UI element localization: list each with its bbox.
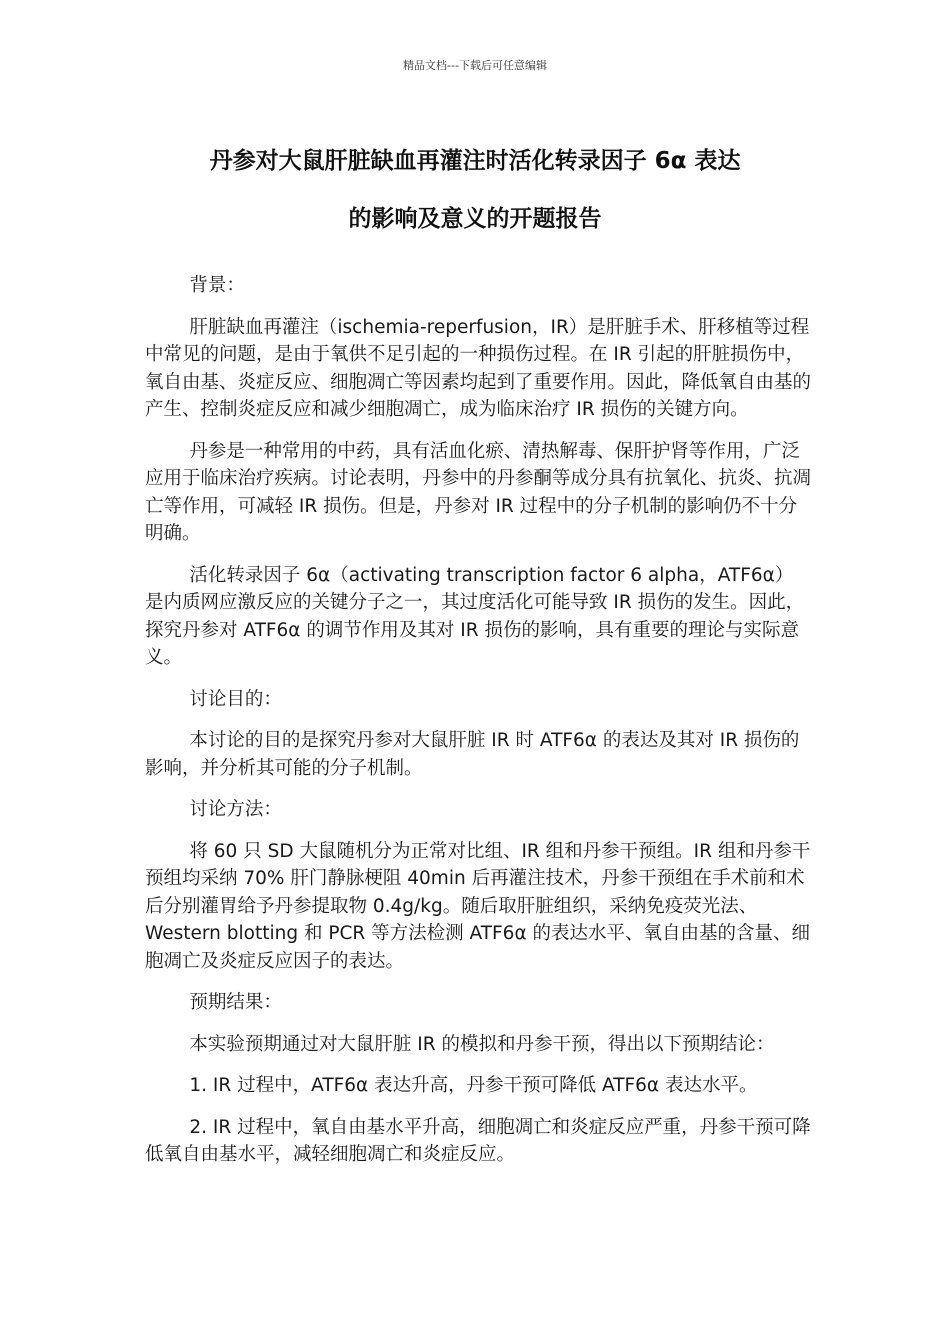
results-item-2: 2. IR 过程中，氧自由基水平升高，细胞凋亡和炎症反应严重，丹参干预可降低氧自由基水平，减轻细胞凋亡和炎症反应。	[145, 1116, 811, 1165]
title-line-1: 丹参对大鼠肝脏缺血再灌注时活化转录因子 6α 表达	[209, 148, 741, 174]
background-paragraph-2: 丹参是一种常用的中药，具有活血化瘀、清热解毒、保肝护肾等作用，广泛应用于临床治疗疾病。讨论表明，丹参中的丹参酮等成分具有抗氧化、抗炎、抗凋亡等作用，可减轻 IR 损伤。但是，丹参对 IR 过程中的分子机制的影响仍不十分明确。	[145, 440, 812, 544]
title-line-2: 的影响及意义的开题报告	[348, 206, 602, 232]
background-heading: 背景：	[189, 275, 245, 296]
results-heading: 预期结果：	[189, 992, 282, 1013]
methods-heading: 讨论方法：	[189, 799, 282, 820]
background-paragraph-1: 肝脏缺血再灌注（ischemia-reperfusion，IR）是肝脏手术、肝移植等过程中常见的问题，是由于氧供不足引起的一种损伤过程。在 IR 引起的肝脏损伤中，氧自由基、炎症反应、细胞凋亡等因素均起到了重要作用。因此，降低氧自由基的产生、控制炎症反应和减少细胞凋亡，成为临床治疗 IR 损伤的关键方向。	[145, 316, 812, 420]
purpose-heading: 讨论目的：	[189, 688, 282, 710]
background-paragraph-3: 活化转录因子 6α（activating transcription factor 6 alpha，ATF6α）是内质网应激反应的关键分子之一，其过度活化可能导致 IR 损伤的发生。因此，探究丹参对 ATF6α 的调节作用及其对 IR 损伤的影响，具有重要的理论与实际意义。	[145, 564, 805, 668]
methods-paragraph: 将 60 只 SD 大鼠随机分为正常对比组、IR 组和丹参干预组。IR 组和丹参干预组均采纳 70% 肝门静脉梗阻 40min 后再灌注技术，丹参干预组在手术前和术后分别灌胃给予丹参提取物 0.4g/kg。随后取肝脏组织，采纳免疫荧光法、Western blotting 和 PCR 等方法检测 ATF6α 的表达水平、氧自由基的含量、细胞凋亡及炎症反应因子的表达。	[145, 840, 811, 972]
document-body	[145, 272, 811, 1183]
results-paragraph: 本实验预期通过对大鼠肝脏 IR 的模拟和丹参干预，得出以下预期结论：	[189, 1033, 775, 1055]
document-title	[120, 132, 830, 248]
purpose-paragraph: 本讨论的目的是探究丹参对大鼠肝脏 IR 时 ATF6α 的表达及其对 IR 损伤的影响，并分析其可能的分子机制。	[145, 730, 800, 779]
results-item-1: 1. IR 过程中，ATF6α 表达升高，丹参干预可降低 ATF6α 表达水平。	[189, 1075, 758, 1096]
header-note: 精品文档---下载后可任意编辑	[403, 59, 547, 72]
